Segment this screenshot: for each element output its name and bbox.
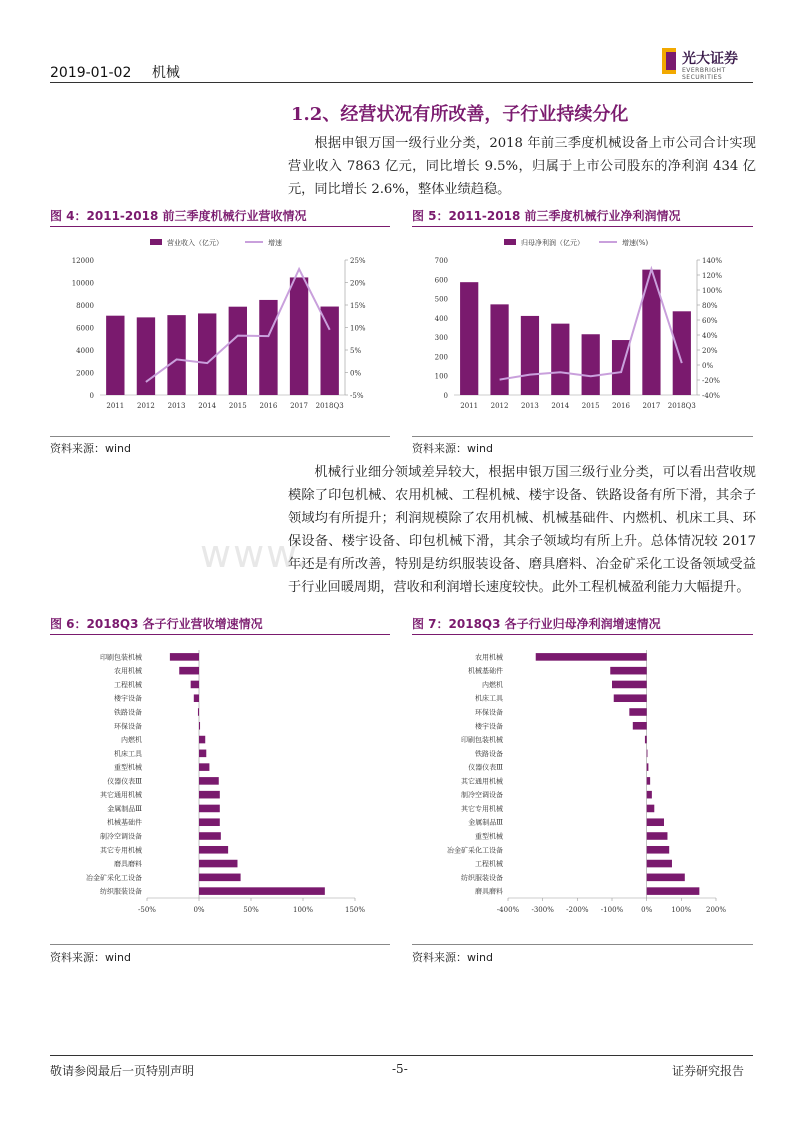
fig4-x-tick: 2015 xyxy=(228,402,247,410)
fig7-bar xyxy=(610,667,646,675)
fig7-x-tick: -300% xyxy=(531,906,554,914)
fig4-bottom-rule xyxy=(50,436,390,437)
fig5-y-right-tick: 80% xyxy=(702,302,718,310)
fig6-chart xyxy=(50,640,390,940)
fig7-category-label: 铁路设备 xyxy=(475,749,503,758)
fig4-legend-line-label: 增速 xyxy=(268,239,282,247)
fig7-bar xyxy=(647,887,700,895)
fig5-bar xyxy=(551,324,569,395)
fig7-category-label: 农用机械 xyxy=(475,653,503,662)
fig7-bar xyxy=(647,818,664,826)
fig7-category-label: 楼宇设备 xyxy=(475,722,503,731)
fig4-y-right-tick: 5% xyxy=(350,347,362,355)
page-number: -5- xyxy=(392,1062,408,1076)
fig7-category-label: 其它专用机械 xyxy=(461,804,503,813)
fig5-source: 资料来源：wind xyxy=(412,442,494,455)
fig5-y-left-tick: 700 xyxy=(434,257,448,265)
fig6-category-label: 其它专用机械 xyxy=(100,846,142,855)
footer-report-type: 证券研究报告 xyxy=(672,1064,745,1078)
fig4-bar xyxy=(290,277,308,395)
fig5-y-right-tick: 140% xyxy=(702,257,723,265)
fig5-y-right-tick: 120% xyxy=(702,272,723,280)
fig5-y-left-tick: 100 xyxy=(434,372,448,381)
fig6-bar xyxy=(199,791,220,799)
fig6-x-tick: 150% xyxy=(344,906,366,914)
fig4-y-right-tick: 20% xyxy=(350,279,366,288)
fig7-bar xyxy=(629,708,646,716)
fig4-title: 图 4：2011-2018 前三季度机械行业营收情况 xyxy=(50,209,307,223)
fig5-chart xyxy=(412,230,753,430)
fig5-y-left-tick: 600 xyxy=(434,276,448,285)
fig7-bar xyxy=(647,805,655,813)
fig6-title: 图 6：2018Q3 各子行业营收增速情况 xyxy=(50,617,263,631)
fig4-bar xyxy=(229,307,247,395)
fig6-bar xyxy=(199,722,200,730)
fig7-category-label: 仪器仪表Ⅲ xyxy=(468,763,503,772)
fig6-category-label: 农用机械 xyxy=(114,667,142,676)
fig6-x-tick: 100% xyxy=(292,906,314,914)
fig5-bar xyxy=(460,282,478,395)
fig5-x-tick: 2011 xyxy=(460,402,479,410)
fig4-y-left-tick: 0 xyxy=(89,392,94,400)
fig7-category-label: 其它通用机械 xyxy=(461,777,503,786)
fig6-bar xyxy=(170,653,199,661)
fig5-rule xyxy=(412,226,753,227)
fig4-x-tick: 2013 xyxy=(167,402,186,410)
fig5-y-left-tick: 300 xyxy=(434,334,448,343)
fig4-legend-bar-label: 营业收入（亿元） xyxy=(167,239,223,247)
fig6-bar xyxy=(199,805,220,813)
fig4-bar xyxy=(137,317,155,395)
paragraph-1: 根据申银万国一级行业分类，2018 年前三季度机械设备上市公司合计实现营业收入 7863 亿元，同比增长 9.5%，归属于上市公司股东的净利润 434 亿元，同比增长 2.6%，整体业绩趋稳。 xyxy=(288,136,756,197)
fig6-bar xyxy=(199,736,205,744)
fig5-y-right-tick: 40% xyxy=(702,332,718,340)
fig4-x-tick: 2014 xyxy=(198,402,217,410)
fig5-y-left-tick: 500 xyxy=(434,295,448,304)
fig6-x-tick: -50% xyxy=(138,906,156,914)
fig4-bar xyxy=(167,315,185,395)
fig6-x-tick: 0% xyxy=(193,906,205,914)
fig6-bar xyxy=(199,750,206,758)
company-logo xyxy=(662,46,754,81)
report-date: 2019-01-02 xyxy=(50,65,132,81)
fig5-y-right-tick: 0% xyxy=(702,362,714,370)
fig7-title: 图 7：2018Q3 各子行业归母净利润增速情况 xyxy=(412,617,661,631)
fig6-category-label: 纺织服装设备 xyxy=(100,887,142,896)
report-header xyxy=(50,62,196,82)
fig4-x-tick: 2011 xyxy=(106,402,125,410)
fig7-bottom-rule xyxy=(412,944,753,945)
fig7-bar xyxy=(647,791,652,799)
fig5-bar xyxy=(582,334,600,395)
fig6-category-label: 内燃机 xyxy=(121,736,142,745)
fig4-bar xyxy=(321,307,339,395)
fig4-x-tick: 2016 xyxy=(259,402,278,410)
fig6-category-label: 制冷空调设备 xyxy=(100,832,142,841)
fig5-title: 图 5：2011-2018 前三季度机械行业净利润情况 xyxy=(412,209,681,223)
fig4-legend-bar-swatch xyxy=(150,239,162,245)
fig7-bar xyxy=(647,860,672,868)
fig4-y-right-tick: 0% xyxy=(350,369,362,378)
fig6-bar xyxy=(199,777,219,785)
fig6-category-label: 仪器仪表Ⅲ xyxy=(107,777,142,786)
fig6-category-label: 金属制品Ⅲ xyxy=(107,804,142,813)
header-rule xyxy=(50,82,753,83)
fig7-category-label: 磨具磨料 xyxy=(475,887,503,896)
fig5-x-tick: 2014 xyxy=(551,402,570,410)
fig4-y-right-tick: 25% xyxy=(350,257,366,265)
fig6-bar xyxy=(199,887,325,895)
watermark: www. xyxy=(200,532,310,576)
fig4-source: 资料来源：wind xyxy=(50,442,132,455)
paragraph-2: 机械行业细分领域差异较大，根据申银万国三级行业分类，可以看出营收规模除了印包机械、农用机械、工程机械、楼宇设备、铁路设备有所下滑，其余子领域均有所提升；利润规模除了农用机械、机械基础件、内燃机、机床工具、环保设备、楼宇设备、印包机械下滑，其余子领域均有所上升。总体情况较 2017 年还是有所改善，特别是纺织服装设备、磨具磨料、冶金矿采化工设备领域受益于行业回暖周期，营收和利润增长速度较快。此外工程机械盈利能力大幅提升。 xyxy=(288,465,756,595)
fig5-x-tick: 2015 xyxy=(581,402,600,410)
fig6-category-label: 环保设备 xyxy=(114,722,142,731)
fig7-bar xyxy=(647,874,685,882)
fig5-legend-line-label: 增速(%) xyxy=(622,239,649,247)
fig4-y-left-tick: 4000 xyxy=(76,347,94,355)
fig6-bar xyxy=(179,667,199,675)
fig5-x-tick: 2012 xyxy=(490,402,509,410)
fig7-category-label: 重型机械 xyxy=(475,832,503,841)
fig6-category-label: 冶金矿采化工设备 xyxy=(86,873,142,882)
logo-mark-inner-icon xyxy=(666,52,676,70)
fig7-category-label: 制冷空调设备 xyxy=(461,791,503,800)
fig5-y-left-tick: 200 xyxy=(434,353,448,362)
fig7-bar xyxy=(614,694,647,702)
section-title: 1.2、经营状况有所改善，子行业持续分化 xyxy=(291,104,629,125)
fig6-bar xyxy=(199,832,221,840)
fig6-bar xyxy=(199,860,237,868)
fig4-rule xyxy=(50,226,390,227)
fig5-y-right-tick: 20% xyxy=(702,347,718,355)
fig6-category-label: 其它通用机械 xyxy=(100,791,142,800)
fig7-category-label: 机床工具 xyxy=(475,694,503,703)
fig5-bar xyxy=(521,316,539,395)
fig7-x-tick: -400% xyxy=(496,906,520,914)
fig6-bar xyxy=(191,681,199,689)
fig7-bar xyxy=(612,681,647,689)
fig7-x-tick: 0% xyxy=(641,906,653,914)
fig5-y-left-tick: 400 xyxy=(434,314,448,323)
fig4-x-tick: 2012 xyxy=(137,402,155,410)
fig5-y-left-tick: 0 xyxy=(443,392,448,400)
fig6-bar xyxy=(194,694,199,702)
fig5-y-right-tick: -20% xyxy=(702,377,720,385)
footer-disclaimer: 敬请参阅最后一页特别声明 xyxy=(50,1064,195,1078)
logo-text-en: EVERBRIGHT SECURITIES xyxy=(682,67,726,81)
fig6-x-tick: 50% xyxy=(243,906,259,914)
fig7-category-label: 印刷包装机械 xyxy=(461,736,503,745)
fig4-x-tick: 2017 xyxy=(290,402,308,410)
fig7-category-label: 内燃机 xyxy=(482,680,503,689)
fig7-x-tick: -200% xyxy=(566,906,589,914)
fig6-bar xyxy=(199,818,220,826)
fig7-x-tick: 200% xyxy=(705,906,727,914)
fig6-bar xyxy=(199,846,228,854)
fig4-bar xyxy=(198,313,216,395)
fig6-category-label: 重型机械 xyxy=(114,763,142,772)
fig7-bar xyxy=(536,653,647,661)
fig4-y-right-tick: -5% xyxy=(350,392,364,400)
fig7-bar xyxy=(647,763,649,771)
fig7-category-label: 工程机械 xyxy=(475,860,503,869)
logo-text-cn: 光大证券 xyxy=(682,51,738,67)
fig6-source: 资料来源：wind xyxy=(50,951,132,964)
fig7-category-label: 环保设备 xyxy=(475,708,503,717)
fig7-bar xyxy=(633,722,647,730)
report-industry: 机械 xyxy=(151,65,180,81)
fig6-category-label: 铁路设备 xyxy=(114,708,142,717)
fig6-category-label: 工程机械 xyxy=(114,680,142,689)
fig7-category-label: 纺织服装设备 xyxy=(461,873,503,882)
fig4-y-right-tick: 10% xyxy=(350,324,366,333)
fig4-x-tick: 2018Q3 xyxy=(315,402,344,410)
fig7-source: 资料来源：wind xyxy=(412,951,494,964)
fig5-x-tick: 2013 xyxy=(521,402,539,410)
fig7-bar xyxy=(647,777,650,785)
fig6-bar xyxy=(199,763,209,771)
fig4-y-left-tick: 6000 xyxy=(76,324,94,333)
fig7-bar xyxy=(645,736,647,744)
fig5-y-right-tick: 60% xyxy=(702,317,718,325)
fig4-y-left-tick: 8000 xyxy=(76,302,94,310)
fig4-y-left-tick: 2000 xyxy=(76,369,94,378)
fig4-y-left-tick: 10000 xyxy=(71,279,94,288)
fig6-bar xyxy=(198,708,199,716)
fig7-bar xyxy=(647,750,648,758)
fig6-category-label: 机床工具 xyxy=(114,749,142,758)
fig5-legend-bar-swatch xyxy=(504,239,516,245)
fig6-category-label: 楼宇设备 xyxy=(114,694,142,703)
fig5-x-tick: 2016 xyxy=(612,402,630,410)
fig6-bar xyxy=(199,874,241,882)
fig7-category-label: 金属制品Ⅲ xyxy=(468,818,503,827)
fig7-x-tick: -100% xyxy=(600,906,624,914)
fig5-x-tick: 2017 xyxy=(642,402,661,410)
fig5-bar xyxy=(673,311,691,395)
fig6-rule xyxy=(50,634,390,635)
fig6-bottom-rule xyxy=(50,944,390,945)
fig5-bar xyxy=(490,304,508,395)
fig4-chart xyxy=(50,230,390,430)
fig5-legend-bar-label: 归母净利润（亿元） xyxy=(521,239,584,247)
fig7-x-tick: 100% xyxy=(671,906,692,914)
fig6-category-label: 印刷包装机械 xyxy=(100,653,142,662)
fig7-rule xyxy=(412,634,753,635)
fig6-category-label: 机械基础件 xyxy=(107,818,142,827)
fig7-category-label: 机械基础件 xyxy=(468,667,503,676)
fig6-category-label: 磨具磨料 xyxy=(114,860,142,869)
fig5-y-right-tick: 100% xyxy=(702,287,723,295)
footer-rule xyxy=(50,1055,753,1056)
fig5-y-right-tick: -40% xyxy=(702,392,720,400)
fig4-y-left-tick: 12000 xyxy=(71,257,94,265)
fig4-y-right-tick: 15% xyxy=(350,302,366,310)
fig4-bar xyxy=(106,316,124,395)
fig7-chart xyxy=(412,640,753,940)
fig7-bar xyxy=(647,832,668,840)
fig7-bar xyxy=(647,846,670,854)
fig7-category-label: 冶金矿采化工设备 xyxy=(447,846,503,855)
fig5-x-tick: 2018Q3 xyxy=(667,402,696,410)
fig4-bar xyxy=(259,300,277,395)
fig5-bottom-rule xyxy=(412,436,753,437)
